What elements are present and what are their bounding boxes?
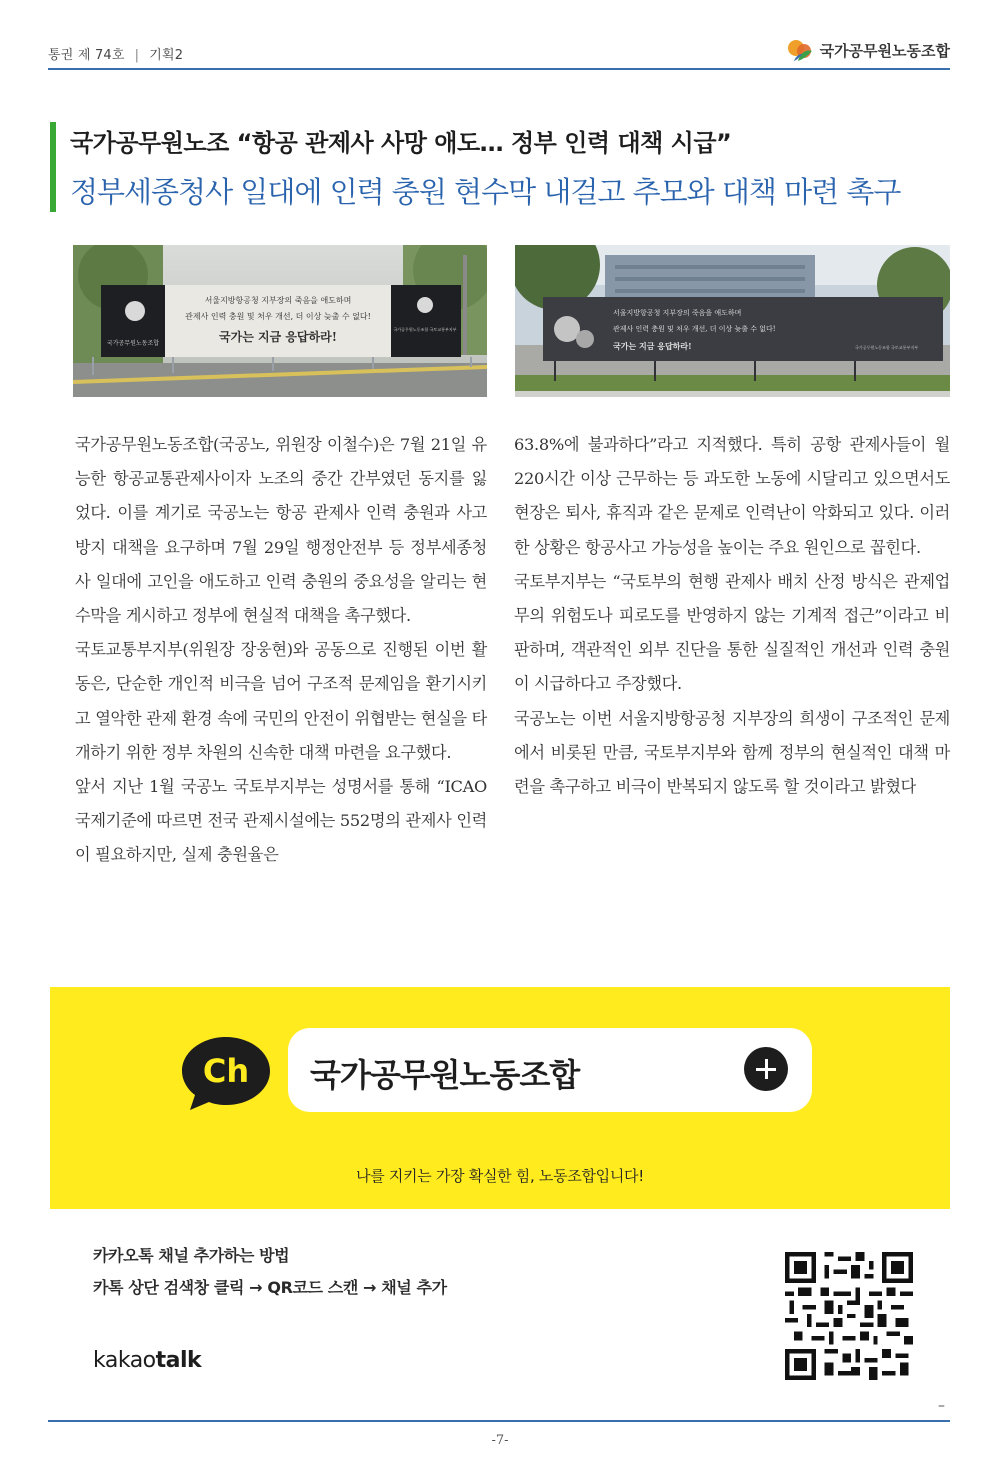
- brand-name: 국가공무원노동조합: [819, 41, 950, 60]
- photo2-banner-line-1: 서울지방항공청 지부장의 죽음을 애도하며: [613, 309, 742, 317]
- brand: [786, 36, 950, 64]
- issue-info: [48, 44, 183, 63]
- kakaotalk-logo-bold: talk: [155, 1348, 202, 1373]
- photo-banner-street-scene: [515, 245, 950, 397]
- article-subheadline: 정부세종청사 일대에 인력 충원 현수막 내걸고 추모와 대책 마련 촉구: [70, 175, 901, 209]
- section-label: 기획2: [149, 48, 184, 63]
- howto-steps: 카톡 상단 검색창 클릭 → QR코드 스캔 → 채널 추가: [93, 1278, 447, 1297]
- photo1-banner-line-1: 서울지방항공청 지부장의 죽음을 애도하며: [204, 296, 352, 305]
- union-logo-icon: [786, 37, 814, 63]
- kakao-channel-banner: [50, 987, 950, 1209]
- photo1-banner-right-label: 국가공무원노동조합 국토교통부지부: [393, 327, 457, 332]
- kakao-howto: [93, 1240, 447, 1304]
- article-body-left: [75, 428, 487, 873]
- header-divider: [48, 68, 950, 70]
- body-paragraph: 국공노는 이번 서울지방항공청 지부장의 희생이 구조적인 문제에서 비롯된 만큼, 국토부지부와 함께 정부의 현실적인 대책 마련을 촉구하고 비극이 반복되지 않도록 할 것이라고 밝혔다: [514, 708, 950, 797]
- photo-banner-fence-scene: [73, 245, 487, 397]
- kakaotalk-logo: [93, 1348, 201, 1373]
- photo1-banner-left-label: 국가공무원노동조합: [106, 340, 160, 347]
- photo2-banner-right-label: 국가공무원노동조합 국토교통부지부: [855, 345, 919, 350]
- howto-title: 카카오톡 채널 추가하는 방법: [93, 1246, 290, 1265]
- page-number: -7-: [491, 1433, 509, 1448]
- photo2-banner-line-3: 국가는 지금 응답하라!: [613, 341, 692, 351]
- kakao-channel-bubble-icon: [180, 1035, 272, 1111]
- photo-banner-fence: [73, 245, 487, 397]
- body-paragraph: 63.8%에 불과하다”라고 지적했다. 특히 공항 관제사들이 월 220시간 이상 근무하는 등 과도한 노동에 시달리고 있으면서도 현장은 퇴사, 휴직과 같은 문제로 인력난이 악화되고 있다. 이러한 상황은 항공사고 가능성을 높이는 주요 원인으로 꼽힌다.: [514, 435, 950, 557]
- photo-banner-street: [515, 245, 950, 397]
- article-headline: 국가공무원노조 “항공 관제사 사망 애도… 정부 인력 대책 시급”: [70, 129, 732, 157]
- issue-number: 통권 제 74호: [48, 48, 125, 63]
- photo1-banner-line-3: 국가는 지금 응답하라!: [219, 330, 337, 344]
- body-paragraph: 국가공무원노동조합(국공노, 위원장 이철수)은 7월 21일 유능한 항공교통관제사이자 노조의 중간 간부였던 동지를 잃었다. 이를 계기로 국공노는 항공 관제사 인력 충원과 사고 방지 대책을 요구하며 7월 29일 행정안전부 등 정부세종청사 일대에 고인을 애도하고 인력 충원의 중요성을 알리는 현수막을 게시하고 정부에 현실적 대책을 촉구했다.: [75, 435, 487, 626]
- issue-separator: |: [134, 48, 140, 63]
- footer-dash: –: [938, 1398, 945, 1414]
- footer-divider: [48, 1420, 950, 1422]
- channel-name: 국가공무원노동조합: [310, 1056, 580, 1094]
- body-paragraph: 국토교통부지부(위원장 장웅현)와 공동으로 진행된 이번 활동은, 단순한 개인적 비극을 넘어 구조적 문제임을 환기시키고 열악한 관제 환경 속에 국민의 안전이 위협받는 현실을 타개하기 위한 정부 차원의 신속한 대책 마련을 요구했다.: [75, 640, 487, 762]
- plus-icon[interactable]: [744, 1047, 788, 1091]
- qr-code-icon[interactable]: [785, 1252, 913, 1380]
- channel-search-pill[interactable]: [288, 1028, 812, 1112]
- body-paragraph: 국토부지부는 “국토부의 현행 관제사 배치 산정 방식은 관제업무의 위험도나 피로도를 반영하지 않는 기계적 접근”이라고 비판하며, 객관적인 외부 진단을 통한 실질적인 개선과 인력 충원이 시급하다고 주장했다.: [514, 571, 950, 694]
- kakaotalk-logo-light: kakao: [93, 1348, 156, 1373]
- page-header: [48, 36, 950, 68]
- article-body-right: [514, 428, 950, 804]
- photo2-banner-line-2: 관제사 인력 충원 및 처우 개선, 더 이상 늦출 수 없다!: [613, 325, 776, 333]
- bubble-label: Ch: [202, 1052, 250, 1090]
- body-paragraph: 앞서 지난 1월 국공노 국토부지부는 성명서를 통해 “ICAO 국제기준에 따르면 전국 관제시설에는 552명의 관제사 인력이 필요하지만, 실제 충원율은: [75, 777, 487, 865]
- banner-tagline: 나를 지키는 가장 확실한 힘, 노동조합입니다!: [356, 1167, 644, 1185]
- photo1-banner-line-2: 관제사 인력 충원 및 처우 개선, 더 이상 늦출 수 없다!: [185, 312, 371, 321]
- title-accent-bar: [50, 122, 56, 212]
